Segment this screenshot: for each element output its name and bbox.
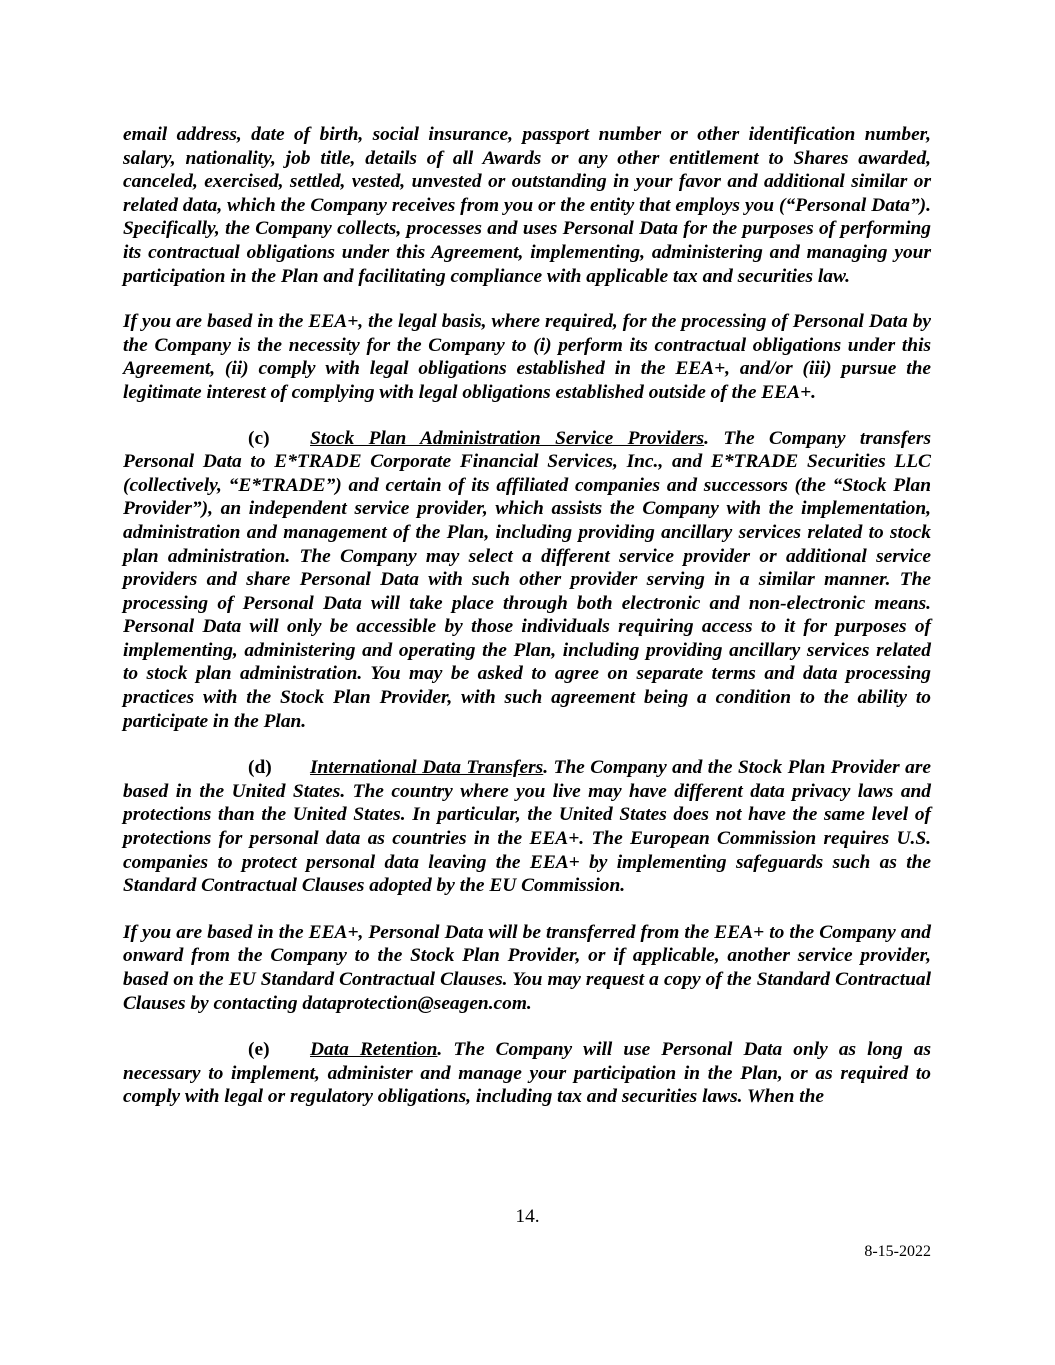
- section-c-paragraph: [123, 427, 931, 734]
- paragraph-personal-data: email address, date of birth, social insurance, passport number or other identification number, salary, nationality, job title, details of all Awards or any other entitlement to Shares awarded, canceled, exercised, settled, vested, unvested or outstanding in your favor and additional similar or related data, which the Company receives from you or the entity that employs you (“Personal Data”). Specifically, the Company collects, processes and uses Personal Data for the purposes of performing its contractual obligations under this Agreement, implementing, administering and managing your participation in the Plan and facilitating compliance with applicable tax and securities law.: [123, 124, 931, 287]
- section-d-body: . The Company and the Stock Plan Provider are based in the United States. The country where you live may have different data privacy laws and protections than the United States. In particular, the United States does not have the same level of protections for personal data as countries in the EEA+. The European Commission requires U.S. companies to protect personal data leaving the EEA+ by implementing safeguards such as the Standard Contractual Clauses adopted by the EU Commission.: [123, 757, 931, 897]
- paragraph-eea-transfer: If you are based in the EEA+, Personal Data will be transferred from the EEA+ to the Company and onward from the Company to the Stock Plan Provider, or if applicable, another service provider, based on the EU Standard Contractual Clauses. You may request a copy of the Standard Contractual Clauses by contacting dataprotection@seagen.com.: [123, 921, 931, 1014]
- section-e-paragraph: [123, 1038, 931, 1109]
- section-e-body: . The Company will use Personal Data only as long as necessary to implement, administer and manage your participation in the Plan, or as required to comply with legal or regulatory obligations, including tax and securities laws. When the: [123, 1039, 931, 1108]
- document-body: [123, 123, 931, 1132]
- section-d-paragraph: [123, 756, 931, 898]
- section-c-body: . The Company transfers Personal Data to E*TRADE Corporate Financial Services, Inc., and E*TRADE Securities LLC (collectively, “E*TRADE”) and certain of its affiliated companies and successors (the “Stock Plan Provider”), an independent service provider, which assists the Company with the implementation, administration and management of the Plan, including providing ancillary services related to stock plan administration. The Company may select a different service provider or additional service providers and share Personal Data with such other provider serving in a similar manner. The processing of Personal Data will take place through both electronic and non-electronic means. Personal Data will only be accessible by those individuals requiring access to it for purposes of implementing, administering and operating the Plan, including providing ancillary services related to stock plan administration. You may be asked to agree on separate terms and data processing practices with the Stock Plan Provider, with such agreement being a condition to the ability to participate in the Plan.: [123, 427, 931, 732]
- paragraph-legal-basis: If you are based in the EEA+, the legal basis, where required, for the processing of Personal Data by the Company is the necessity for the Company to (i) perform its contractual obligations under this Agreement, (ii) comply with legal obligations established in the EEA+, and/or (iii) pursue the legitimate interest of complying with legal obligations established outside of the EEA+.: [123, 311, 931, 403]
- footer-date: 8-15-2022: [864, 1243, 931, 1260]
- section-e-number: (e): [248, 1039, 270, 1061]
- section-d-heading: International Data Transfers: [310, 757, 544, 779]
- section-e-heading: Data Retention: [310, 1039, 438, 1061]
- page-number: 14.: [515, 1206, 540, 1227]
- section-c-heading: Stock Plan Administration Service Providers: [310, 427, 705, 449]
- section-c-number: (c): [248, 427, 270, 449]
- section-d-number: (d): [248, 757, 272, 779]
